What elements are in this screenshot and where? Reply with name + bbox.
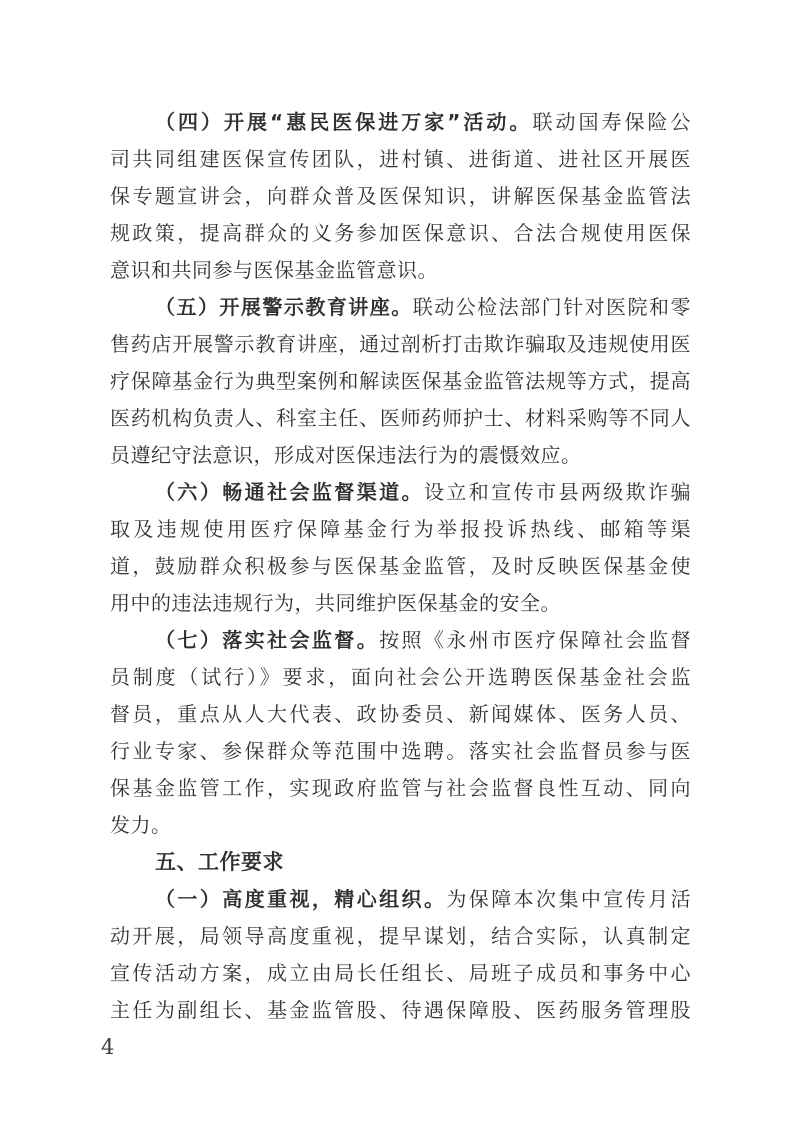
body-text: 用中的违法违规行为，共同维护医保基金的安全。: [110, 591, 561, 615]
paragraph-item-6: [110, 474, 691, 622]
text-line: [110, 437, 691, 474]
body-text: 司共同组建医保宣传团队，进村镇、进街道、进社区开展医: [110, 147, 691, 171]
body-text: 按照《永州市医疗保障社会监督: [379, 628, 691, 652]
text-line: [110, 696, 691, 733]
body-text: 疗保障基金行为典型案例和解读医保基金监管法规等方式，提高: [110, 369, 691, 393]
text-line: [110, 252, 691, 289]
body-text: 道，鼓励群众积极参与医保基金监管，及时反映医保基金使: [110, 554, 691, 578]
text-line: [110, 104, 691, 141]
body-text: 售药店开展警示教育讲座，通过剖析打击欺诈骗取及违规使用医: [110, 332, 691, 356]
text-line: [110, 844, 691, 881]
body-text: 设立和宣传市县两级欺诈骗: [423, 480, 691, 504]
document-body: [110, 104, 691, 1029]
text-line: [110, 955, 691, 992]
text-line: [110, 622, 691, 659]
text-line: [110, 881, 691, 918]
bold-lead-text: （七）落实社会监督。: [155, 628, 380, 652]
text-line: [110, 659, 691, 696]
text-line: [110, 733, 691, 770]
body-text: 宣传活动方案，成立由局长任组长、局班子成员和事务中心: [110, 961, 691, 985]
bold-lead-text: （六）畅通社会监督渠道。: [155, 480, 424, 504]
body-text: 主任为副组长、基金监管股、待遇保障股、医药服务管理股: [110, 998, 691, 1022]
text-line: [110, 400, 691, 437]
body-text: 意识和共同参与医保基金监管意识。: [110, 258, 438, 282]
bold-lead-text: （五）开展警示教育讲座。: [155, 295, 413, 319]
text-line: [110, 178, 691, 215]
body-text: 医药机构负责人、科室主任、医师药师护士、材料采购等不同人: [110, 406, 691, 430]
body-text: 行业专家、参保群众等范围中选聘。落实社会监督员参与医: [110, 739, 691, 763]
body-text: 为保障本次集中宣传月活: [446, 887, 691, 911]
paragraph-item-5: [110, 289, 691, 474]
text-line: [110, 363, 691, 400]
body-text: 规政策，提高群众的义务参加医保意识、合法合规使用医保: [110, 221, 691, 245]
text-line: [110, 326, 691, 363]
body-text: 动开展，局领导高度重视，提早谋划，结合实际，认真制定: [110, 924, 691, 948]
text-line: [110, 215, 691, 252]
body-text: 督员，重点从人大代表、政协委员、新闻媒体、医务人员、: [110, 702, 691, 726]
text-line: [110, 585, 691, 622]
text-line: [110, 511, 691, 548]
paragraph-item-4: [110, 104, 691, 289]
text-line: [110, 474, 691, 511]
bold-lead-text: 五、工作要求: [155, 850, 284, 874]
text-line: [110, 548, 691, 585]
text-line: [110, 770, 691, 807]
section-heading-5-work-requirements: [110, 844, 691, 881]
body-text: 联动国寿保险公: [532, 110, 691, 134]
text-line: [110, 289, 691, 326]
body-text: 保专题宣讲会，向群众普及医保知识，讲解医保基金监管法: [110, 184, 691, 208]
body-text: 保基金监管工作，实现政府监管与社会监督良性互动、同向: [110, 776, 691, 800]
body-text: 联动公检法部门针对医院和零: [412, 295, 691, 319]
text-line: [110, 141, 691, 178]
body-text: 发力。: [110, 813, 172, 837]
paragraph-item-7: [110, 622, 691, 844]
body-text: 员制度（试行）》要求，面向社会公开选聘医保基金社会监: [110, 665, 691, 689]
text-line: [110, 918, 691, 955]
body-text: 员遵纪守法意识，形成对医保违法行为的震慑效应。: [110, 443, 582, 467]
text-line: [110, 992, 691, 1029]
page-number: 4: [101, 1035, 115, 1059]
bold-lead-text: （一）高度重视，精心组织。: [155, 887, 447, 911]
bold-lead-text: （四）开展“惠民医保进万家”活动。: [155, 110, 533, 134]
paragraph-item-1-under-section-5: [110, 881, 691, 1029]
text-line: [110, 807, 691, 844]
body-text: 取及违规使用医疗保障基金行为举报投诉热线、邮箱等渠: [110, 517, 691, 541]
